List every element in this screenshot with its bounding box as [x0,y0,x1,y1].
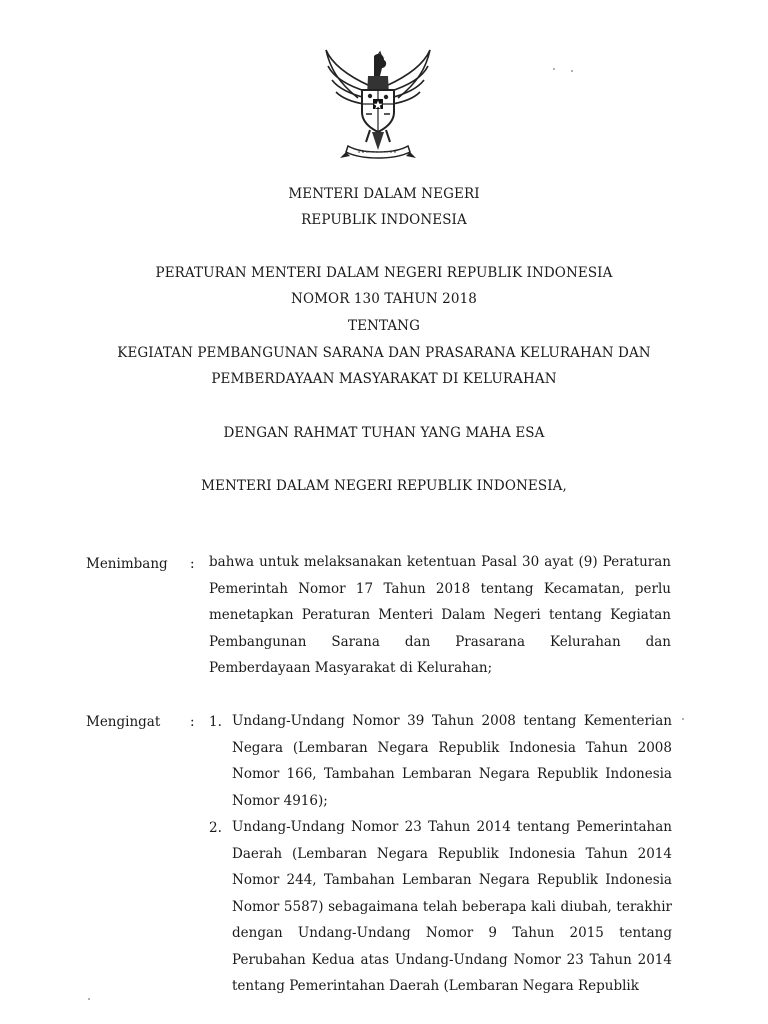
scan-speck [682,718,684,720]
title-line-3: TENTANG [348,318,420,334]
title-line-2: NOMOR 130 TAHUN 2018 [291,291,477,307]
header-line-2: REPUBLIK INDONESIA [301,212,467,228]
mengingat-item-1-number: 1. [209,714,222,730]
menimbang-label: Menimbang [86,556,168,572]
menimbang-text: bahwa untuk melaksanakan ketentuan Pasal 30 ayat (9) Peraturan Pemerintah Nomor 17 Tahun 2018 tentang Kecamatan, perlu menetapkan Peraturan Menteri Dalam Negeri tentang Kegiatan Pembangunan Sarana dan Prasarana Kelurahan dan Pemberdayaan Masyarakat di Kelurahan; [209,554,671,676]
mengingat-item-2-text: Undang-Undang Nomor 23 Tahun 2014 tentang Pemerintahan Daerah (Lembaran Negara Republik Indonesia Tahun 2014 Nomor 244, Tambahan Lembaran Negara Republik Indonesia Nomor 5587) sebagaimana telah beberapa kali diubah, terakhir dengan Undang-Undang Nomor 9 Tahun 2015 tentang Perubahan Kedua atas Undang-Undang Nomor 23 Tahun 2014 tentang Pemerintahan Daerah (Lembaran Negara Republik [232,819,672,994]
preamble-menteri: MENTERI DALAM NEGERI REPUBLIK INDONESIA, [201,478,567,494]
scan-speck [553,68,555,70]
mengingat-item-1-text: Undang-Undang Nomor 39 Tahun 2008 tentang Kementerian Negara (Lembaran Negara Republik Indonesia Tahun 2008 Nomor 166, Tambahan Lembaran Negara Republik Indonesia Nomor 4916); [232,713,672,809]
title-line-4: KEGIATAN PEMBANGUNAN SARANA DAN PRASARANA KELURAHAN DAN [117,345,651,361]
mengingat-item-2-number: 2. [209,820,222,836]
scan-speck [571,70,573,72]
title-line-1: PERATURAN MENTERI DALAM NEGERI REPUBLIK INDONESIA [155,265,613,281]
garuda-emblem-icon [318,46,438,170]
header-line-1: MENTERI DALAM NEGERI [288,186,480,202]
mengingat-label: Mengingat [86,714,161,730]
mengingat-colon: : [190,714,195,730]
scan-speck [88,998,90,1000]
preamble-rahmat: DENGAN RAHMAT TUHAN YANG MAHA ESA [223,425,545,441]
menimbang-colon: : [190,556,195,572]
title-line-5: PEMBERDAYAAN MASYARAKAT DI KELURAHAN [211,371,557,387]
